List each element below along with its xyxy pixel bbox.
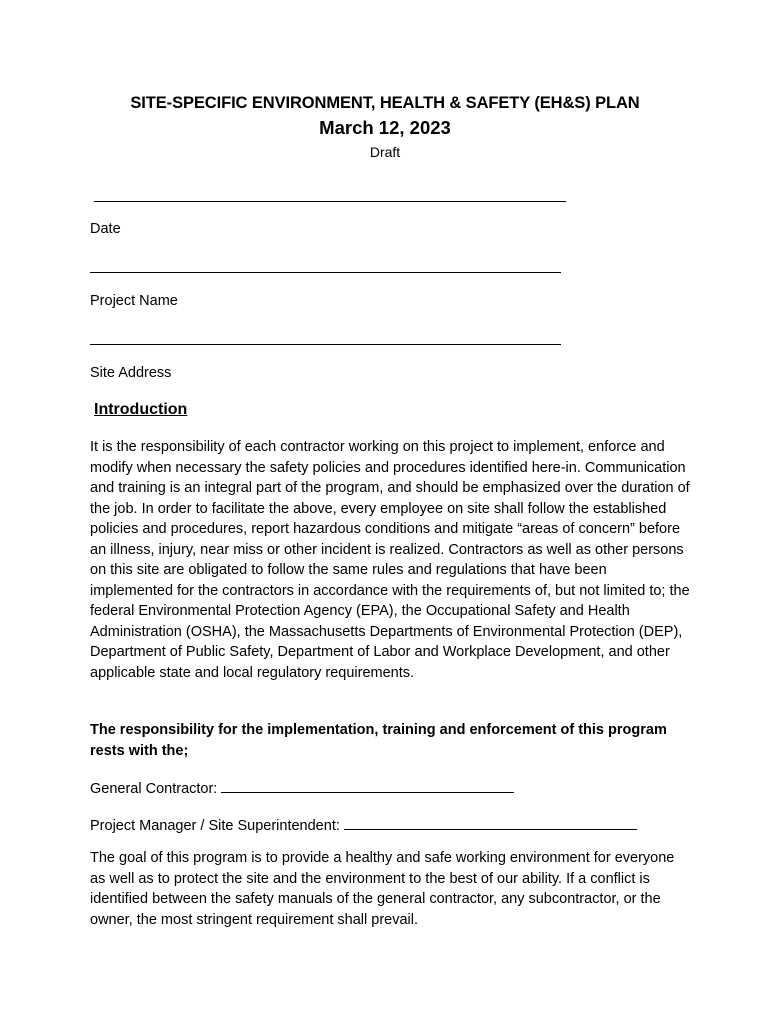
general-contractor-label: General Contractor: — [90, 781, 218, 797]
introduction-heading: Introduction — [94, 401, 188, 418]
site-address-label: Site Address — [90, 365, 172, 381]
responsibility-statement: The responsibility for the implementation, training and enforcement of this program rests with the; — [90, 722, 667, 759]
site-address-blank-line[interactable] — [90, 344, 561, 345]
general-contractor-field — [90, 778, 514, 797]
introduction-paragraph: It is the responsibility of each contractor working on this project to implement, enforce and modify when necessary the safety policies and procedures identified here-in. Communication and training is an integral part of the program, and should be emphasized over the duration of the job. In order to facilitate the above, every employee on site shall follow the established policies and procedures, report hazardous conditions and mitigate “areas of concern” before an illness, injury, near miss or other incident is realized. Contractors as well as other persons on this site are obligated to follow the same rules and regulations that have been implemented for the contractors in accordance with the requirements of, but not limited to; the federal Environmental Protection Agency (EPA), the Occupational Safety and Health Administration (OSHA), the Massachusetts Departments of Environmental Protection (DEP), Department of Public Safety, Department of Labor and Workplace Development, and other applicable state and local regulatory requirements. — [90, 439, 690, 681]
project-manager-blank-line[interactable] — [344, 815, 637, 830]
document-title: SITE-SPECIFIC ENVIRONMENT, HEALTH & SAFETY (EH&S) PLAN — [130, 94, 640, 112]
date-blank-line[interactable] — [94, 201, 566, 202]
general-contractor-blank-line[interactable] — [221, 778, 514, 793]
document-date-heading: March 12, 2023 — [319, 117, 451, 138]
project-manager-label: Project Manager / Site Superintendent: — [90, 818, 340, 834]
project-manager-field — [90, 815, 637, 834]
project-name-blank-line[interactable] — [90, 272, 561, 273]
goal-paragraph: The goal of this program is to provide a healthy and safe working environment for everyone as well as to protect the site and the environment to the best of our ability. If a conflict is identified between the safety manuals of the general contractor, any subcontractor, or the owner, the most stringent requirement shall prevail. — [90, 850, 675, 928]
date-label: Date — [90, 221, 121, 237]
document-status: Draft — [369, 144, 401, 160]
project-name-label: Project Name — [90, 293, 178, 309]
